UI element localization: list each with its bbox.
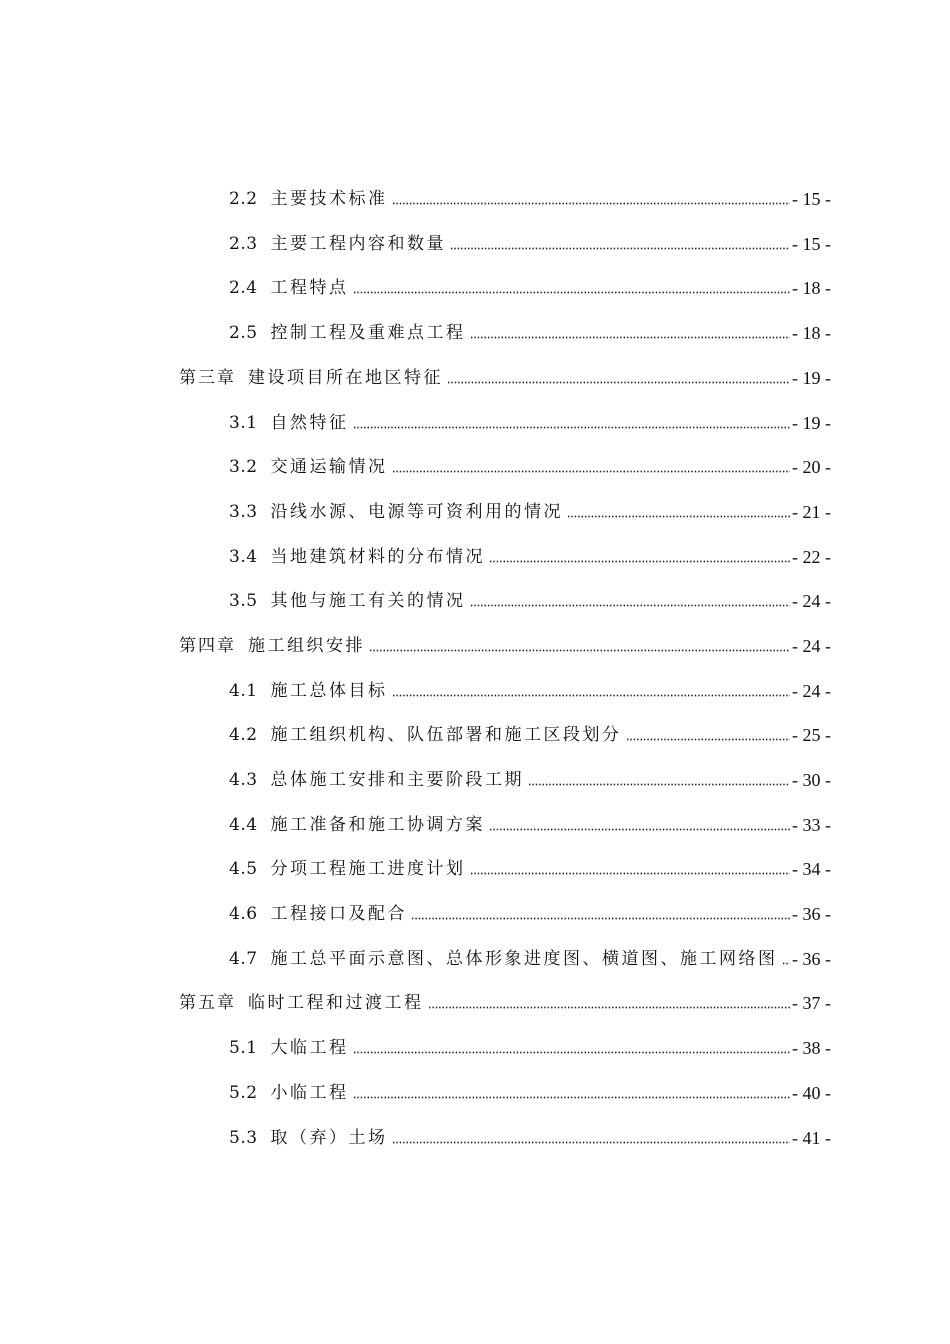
toc-entry[interactable] xyxy=(229,450,831,478)
toc-entry-number: 第五章 xyxy=(179,993,236,1013)
toc-entry-number: 4.4 xyxy=(229,815,258,835)
toc-entry-page: - 36 - xyxy=(792,904,831,924)
toc-entry-number: 3.3 xyxy=(229,502,258,522)
toc-entry-title: 当地建筑材料的分布情况 xyxy=(270,547,486,567)
toc-chapter-entry[interactable] xyxy=(179,361,831,389)
toc-entry-number: 4.1 xyxy=(229,681,258,701)
toc-entry-title: 分项工程施工进度计划 xyxy=(270,859,466,879)
toc-entry-number: 3.2 xyxy=(229,457,258,477)
toc-entry[interactable] xyxy=(229,540,831,568)
toc-entry-page: - 24 - xyxy=(792,681,831,701)
toc-dot-leader xyxy=(450,247,790,250)
toc-dot-leader xyxy=(489,828,790,831)
toc-entry-number: 5.3 xyxy=(229,1128,258,1148)
toc-entry[interactable] xyxy=(229,1076,831,1104)
toc-entry-title: 施工组织安排 xyxy=(248,636,365,656)
toc-entry[interactable] xyxy=(229,763,831,791)
toc-entry-number: 5.2 xyxy=(229,1083,258,1103)
toc-dot-leader xyxy=(392,694,790,697)
toc-entry-number: 2.5 xyxy=(229,323,258,343)
toc-entry-title: 沿线水源、电源等可资利用的情况 xyxy=(270,502,564,522)
toc-entry-title: 施工准备和施工协调方案 xyxy=(270,815,486,835)
toc-entry[interactable] xyxy=(229,495,831,523)
toc-dot-leader xyxy=(392,470,790,473)
toc-entry-page: - 18 - xyxy=(792,278,831,298)
toc-entry[interactable] xyxy=(229,271,831,299)
toc-entry-number: 2.3 xyxy=(229,234,258,254)
toc-entry-number: 第三章 xyxy=(179,368,236,388)
toc-entry-page: - 19 - xyxy=(792,413,831,433)
toc-entry-page: - 21 - xyxy=(792,502,831,522)
toc-dot-leader xyxy=(353,1096,790,1099)
toc-dot-leader xyxy=(353,291,790,294)
toc-dot-leader xyxy=(489,560,790,563)
toc-entry-title: 自然特征 xyxy=(270,413,349,433)
toc-entry-title: 主要工程内容和数量 xyxy=(270,234,447,254)
toc-entry-title: 小临工程 xyxy=(270,1083,349,1103)
toc-entry[interactable] xyxy=(229,584,831,612)
toc-dot-leader xyxy=(626,738,790,741)
toc-dot-leader xyxy=(392,1141,790,1144)
toc-entry-title: 施工组织机构、队伍部署和施工区段划分 xyxy=(270,725,622,745)
toc-entry-page: - 30 - xyxy=(792,770,831,790)
toc-entry[interactable] xyxy=(229,1121,831,1149)
toc-entry-page: - 36 - xyxy=(792,949,831,969)
toc-entry[interactable] xyxy=(229,808,831,836)
toc-entry-page: - 25 - xyxy=(792,725,831,745)
toc-entry-page: - 41 - xyxy=(792,1128,831,1148)
toc-entry[interactable] xyxy=(229,227,831,255)
toc-entry-page: - 22 - xyxy=(792,547,831,567)
toc-entry-number: 3.4 xyxy=(229,547,258,567)
toc-entry-number: 2.4 xyxy=(229,278,258,298)
toc-entry-number: 4.5 xyxy=(229,859,258,879)
toc-dot-leader xyxy=(470,872,790,875)
toc-dot-leader xyxy=(353,426,790,429)
toc-entry[interactable] xyxy=(229,897,831,925)
toc-entry-title: 施工总平面示意图、总体形象进度图、横道图、施工网络图 xyxy=(270,949,778,969)
toc-entry-number: 4.7 xyxy=(229,949,258,969)
toc-entry-title: 建设项目所在地区特征 xyxy=(248,368,443,388)
toc-entry-page: - 24 - xyxy=(792,636,831,656)
toc-entry-title: 其他与施工有关的情况 xyxy=(270,591,466,611)
toc-entry-page: - 15 - xyxy=(792,234,831,254)
toc-entry-page: - 24 - xyxy=(792,591,831,611)
toc-dot-leader xyxy=(369,649,790,652)
toc-dot-leader xyxy=(353,1051,790,1054)
toc-entry[interactable] xyxy=(229,316,831,344)
toc-entry-number: 3.1 xyxy=(229,413,258,433)
toc-entry-title: 大临工程 xyxy=(270,1038,349,1058)
toc-entry-page: - 18 - xyxy=(792,323,831,343)
toc-entry[interactable] xyxy=(229,406,831,434)
toc-entry-title: 工程特点 xyxy=(270,278,349,298)
toc-entry-page: - 37 - xyxy=(792,993,831,1013)
toc-dot-leader xyxy=(470,604,790,607)
toc-entry-title: 取（弃）土场 xyxy=(270,1128,388,1148)
toc-entry-number: 4.6 xyxy=(229,904,258,924)
toc-entry-page: - 19 - xyxy=(792,368,831,388)
toc-entry-title: 工程接口及配合 xyxy=(270,904,408,924)
toc-entry-number: 第四章 xyxy=(179,636,236,656)
toc-entry[interactable] xyxy=(229,852,831,880)
toc-entry-title: 施工总体目标 xyxy=(270,681,388,701)
toc-entry-title: 总体施工安排和主要阶段工期 xyxy=(270,770,525,790)
toc-entry-page: - 33 - xyxy=(792,815,831,835)
toc-entry-page: - 40 - xyxy=(792,1083,831,1103)
toc-entry[interactable] xyxy=(229,718,831,746)
toc-entry-title: 控制工程及重难点工程 xyxy=(270,323,466,343)
toc-dot-leader xyxy=(392,202,790,205)
toc-entry-number: 3.5 xyxy=(229,591,258,611)
toc-entry-title: 主要技术标准 xyxy=(270,189,388,209)
toc-entry[interactable] xyxy=(229,674,831,702)
toc-entry-title: 临时工程和过渡工程 xyxy=(248,993,424,1013)
toc-dot-leader xyxy=(782,962,790,965)
toc-entry-page: - 20 - xyxy=(792,457,831,477)
toc-entry-page: - 34 - xyxy=(792,859,831,879)
toc-dot-leader xyxy=(528,783,790,786)
toc-entry[interactable] xyxy=(229,182,831,210)
toc-chapter-entry[interactable] xyxy=(179,629,831,657)
toc-entry-title: 交通运输情况 xyxy=(270,457,388,477)
toc-entry[interactable] xyxy=(229,1031,831,1059)
toc-entry-page: - 15 - xyxy=(792,189,831,209)
toc-entry[interactable] xyxy=(229,942,831,970)
toc-entry-number: 4.2 xyxy=(229,725,258,745)
toc-entry-number: 4.3 xyxy=(229,770,258,790)
toc-dot-leader xyxy=(411,917,790,920)
toc-entry-page: - 38 - xyxy=(792,1038,831,1058)
toc-entry-number: 5.1 xyxy=(229,1038,258,1058)
toc-dot-leader xyxy=(470,336,790,339)
toc-entry-number: 2.2 xyxy=(229,189,258,209)
toc-dot-leader xyxy=(447,381,790,384)
toc-chapter-entry[interactable] xyxy=(179,986,831,1014)
toc-dot-leader xyxy=(428,1006,791,1009)
toc-dot-leader xyxy=(567,515,790,518)
